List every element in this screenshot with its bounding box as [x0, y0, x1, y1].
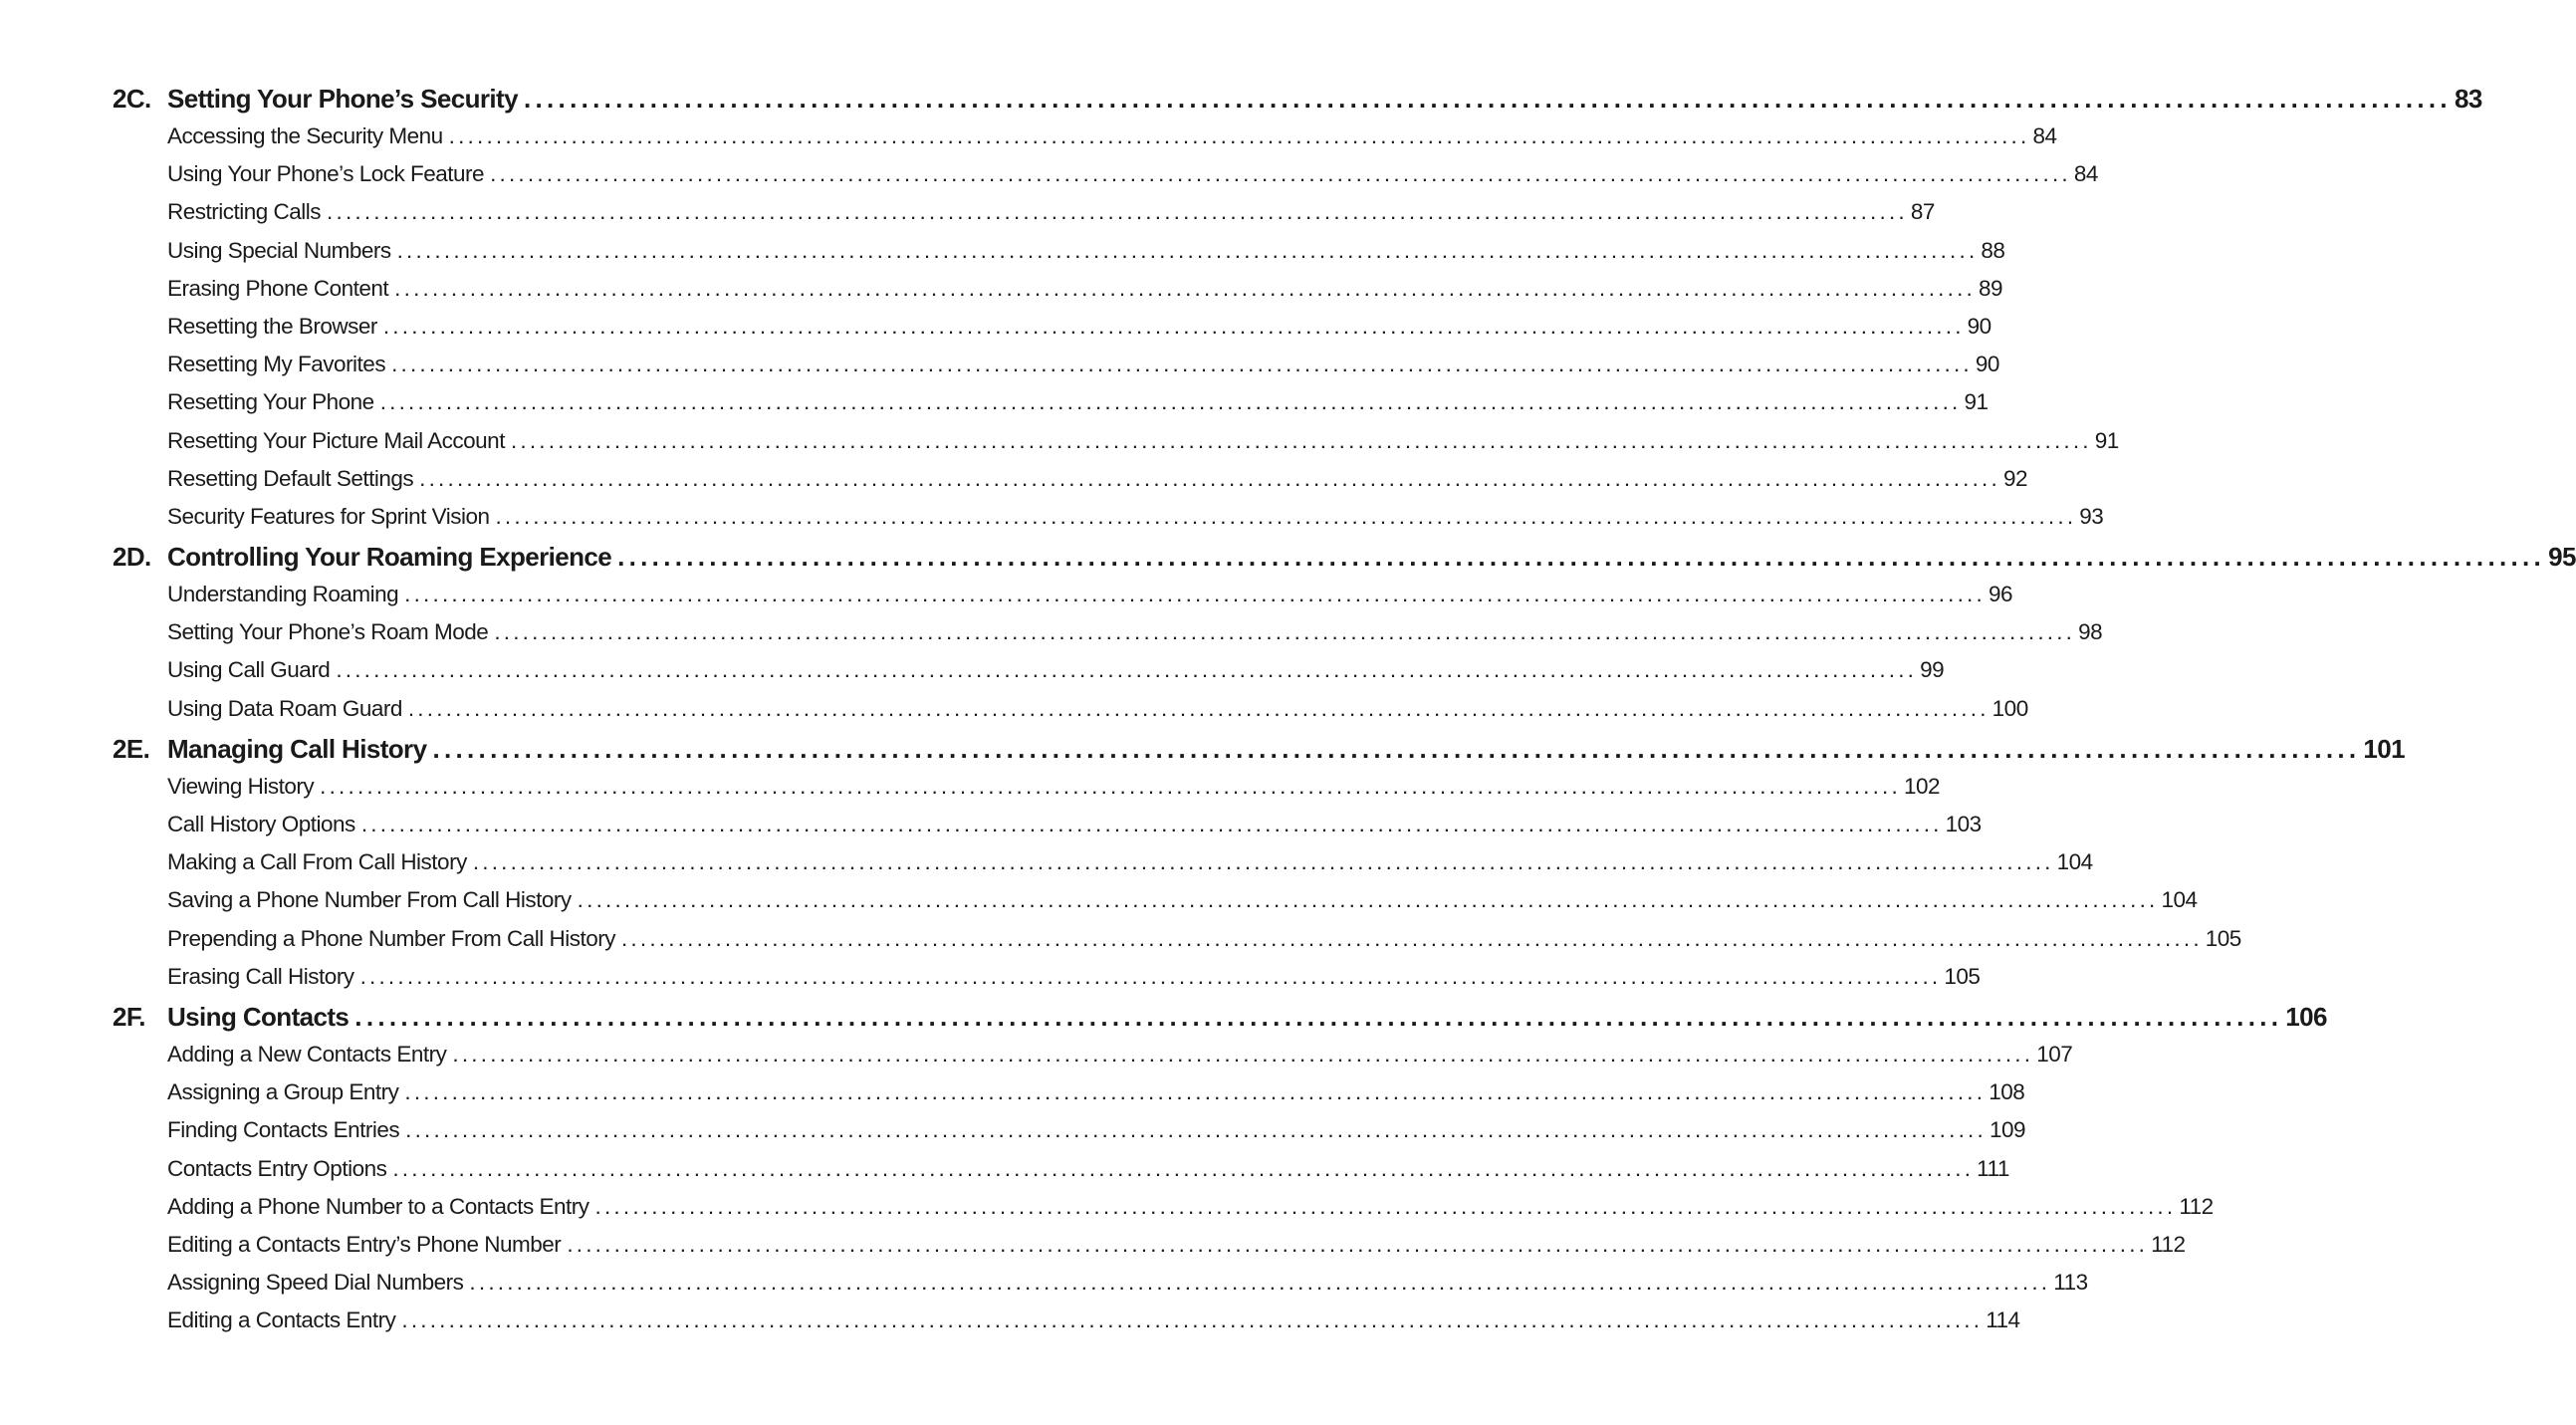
dot-leader [361, 812, 1943, 837]
entry-page-number: 89 [1978, 275, 2003, 301]
toc-section [0, 542, 2576, 734]
entry-title: Security Features for Sprint Vision [167, 503, 490, 529]
chapter-heading[interactable] [113, 84, 2482, 123]
table-of-contents [0, 84, 2576, 1345]
toc-entry[interactable] [167, 695, 2028, 734]
dot-leader [432, 734, 2360, 765]
dot-leader [511, 428, 2092, 454]
dot-leader [404, 1079, 1986, 1105]
chapter-page-number: 106 [2285, 1001, 2327, 1032]
toc-entry[interactable] [167, 389, 1989, 427]
toc-entry[interactable] [167, 925, 2241, 964]
toc-entry[interactable] [167, 161, 2098, 199]
toc-entry[interactable] [167, 123, 2057, 161]
dot-leader [494, 619, 2075, 645]
chapter-page-number: 95 [2548, 542, 2576, 573]
entry-title: Setting Your Phone’s Roam Mode [167, 619, 489, 645]
chapter-heading[interactable] [113, 1001, 2327, 1042]
entry-title: Restricting Calls [167, 199, 322, 225]
entry-page-number: 114 [1986, 1307, 2020, 1333]
toc-entry[interactable] [167, 887, 2198, 925]
dot-leader [327, 199, 1908, 225]
entry-page-number: 111 [1977, 1155, 2009, 1181]
dot-leader [567, 1232, 2148, 1258]
dot-leader [383, 314, 1965, 340]
chapter-title: Setting Your Phone’s Security [167, 84, 518, 114]
dot-leader [405, 1117, 1987, 1143]
chapter-heading[interactable] [113, 733, 2406, 774]
dot-leader [392, 1156, 1974, 1182]
entry-page-number: 109 [1989, 1117, 2025, 1143]
dot-leader [394, 276, 1976, 302]
entry-title: Using Call Guard [167, 657, 331, 683]
entry-title: Erasing Phone Content [167, 275, 389, 301]
entry-page-number: 90 [1967, 313, 1991, 339]
dot-leader [320, 774, 1901, 800]
dot-leader [452, 1042, 2033, 1068]
chapter-page-number: 83 [2454, 84, 2482, 114]
entry-title: Finding Contacts Entries [167, 1117, 400, 1143]
toc-entry[interactable] [167, 427, 2119, 466]
entry-title: Call History Options [167, 812, 355, 836]
dot-leader [391, 352, 1973, 377]
entry-title: Saving a Phone Number From Call History [167, 887, 572, 913]
toc-entry[interactable] [167, 773, 1941, 812]
dot-leader [473, 849, 2054, 875]
entry-title: Adding a Phone Number to a Contacts Entry [167, 1193, 589, 1219]
entry-title: Contacts Entry Options [167, 1155, 387, 1181]
entry-page-number: 112 [2151, 1231, 2186, 1257]
entry-title: Resetting Your Picture Mail Account [167, 427, 505, 453]
entry-title: Understanding Roaming [167, 582, 399, 607]
toc-entry[interactable] [167, 582, 2012, 619]
toc-entry[interactable] [167, 849, 2093, 887]
entry-page-number: 96 [1988, 582, 2012, 607]
entry-page-number: 84 [2073, 161, 2098, 187]
entry-title: Viewing History [167, 773, 315, 799]
entry-title: Adding a New Contacts Entry [167, 1041, 447, 1067]
entry-title: Assigning a Group Entry [167, 1079, 399, 1105]
entry-title: Making a Call From Call History [167, 849, 467, 875]
entry-page-number: 93 [2079, 503, 2104, 529]
toc-entry[interactable] [167, 1307, 2020, 1345]
chapter-number: 2C. [113, 84, 151, 114]
entry-page-number: 88 [1981, 237, 2005, 263]
chapter-number: 2E. [113, 733, 150, 764]
toc-section [0, 1001, 2327, 1346]
toc-entry[interactable] [167, 963, 1981, 1002]
entry-page-number: 105 [1944, 963, 1981, 989]
entry-page-number: 107 [2036, 1041, 2073, 1067]
dot-leader [621, 926, 2203, 952]
entry-page-number: 108 [1989, 1079, 2025, 1105]
toc-entry[interactable] [167, 465, 2027, 504]
toc-entry[interactable] [167, 1117, 2025, 1155]
toc-entry[interactable] [167, 313, 1991, 352]
chapter-title: Controlling Your Roaming Experience [167, 542, 612, 573]
toc-entry[interactable] [167, 657, 1945, 695]
entry-page-number: 113 [2053, 1270, 2088, 1296]
dot-leader [336, 657, 1917, 683]
entry-title: Using Special Numbers [167, 237, 391, 263]
entry-title: Resetting Your Phone [167, 389, 374, 415]
toc-entry[interactable] [167, 237, 2005, 276]
chapter-page-number: 101 [2363, 733, 2406, 764]
entry-title: Using Your Phone’s Lock Feature [167, 161, 485, 187]
toc-entry[interactable] [167, 1155, 2009, 1194]
entry-page-number: 112 [2179, 1193, 2214, 1219]
entry-page-number: 105 [2205, 925, 2241, 951]
entry-title: Resetting My Favorites [167, 352, 386, 377]
entry-page-number: 98 [2078, 619, 2103, 645]
dot-leader [449, 123, 2030, 149]
dot-leader [380, 389, 1962, 415]
dot-leader [490, 161, 2071, 187]
entry-page-number: 92 [2002, 465, 2027, 491]
toc-entry[interactable] [167, 199, 1935, 237]
chapter-title: Using Contacts [167, 1001, 350, 1032]
entry-title: Resetting Default Settings [167, 465, 414, 491]
dot-leader [360, 964, 1942, 990]
toc-entry[interactable] [167, 275, 2003, 314]
entry-page-number: 104 [2161, 887, 2198, 913]
toc-entry[interactable] [167, 352, 1999, 389]
chapter-number: 2D. [113, 542, 151, 573]
entry-page-number: 100 [1991, 695, 2028, 721]
dot-leader [354, 1002, 2282, 1033]
entry-page-number: 103 [1945, 812, 1982, 836]
dot-leader [397, 238, 1979, 264]
dot-leader [595, 1194, 2177, 1220]
entry-page-number: 104 [2056, 849, 2093, 875]
entry-page-number: 87 [1910, 199, 1935, 225]
entry-title: Editing a Contacts Entry’s Phone Number [167, 1231, 562, 1257]
toc-section [0, 84, 2482, 542]
entry-title: Editing a Contacts Entry [167, 1307, 396, 1333]
toc-section [0, 733, 2406, 1002]
dot-leader [524, 84, 2452, 115]
entry-page-number: 90 [1975, 352, 1999, 377]
entry-title: Accessing the Security Menu [167, 123, 443, 148]
chapter-number: 2F. [113, 1001, 145, 1032]
entry-title: Resetting the Browser [167, 313, 377, 339]
entry-page-number: 102 [1903, 773, 1941, 799]
dot-leader [495, 504, 2076, 530]
dot-leader [404, 582, 1986, 607]
toc-entry[interactable] [167, 1270, 2088, 1307]
entry-title: Prepending a Phone Number From Call History [167, 925, 615, 951]
entry-title: Assigning Speed Dial Numbers [167, 1270, 464, 1296]
entry-page-number: 91 [1964, 389, 1989, 415]
entry-page-number: 84 [2032, 123, 2057, 148]
dot-leader [617, 542, 2545, 573]
toc-entry[interactable] [167, 619, 2103, 657]
chapter-heading[interactable] [113, 542, 2576, 582]
dot-leader [401, 1307, 1983, 1333]
toc-entry[interactable] [167, 812, 1982, 849]
dot-leader [408, 696, 1990, 722]
dot-leader [469, 1270, 2050, 1296]
entry-page-number: 91 [2094, 427, 2119, 453]
toc-entry[interactable] [167, 1231, 2186, 1270]
toc-entry[interactable] [167, 503, 2104, 542]
toc-entry[interactable] [167, 1041, 2073, 1079]
dot-leader [419, 466, 2000, 492]
entry-title: Erasing Call History [167, 963, 354, 989]
dot-leader [578, 887, 2159, 913]
entry-page-number: 99 [1920, 657, 1945, 683]
toc-entry[interactable] [167, 1079, 2025, 1117]
entry-title: Using Data Roam Guard [167, 695, 402, 721]
chapter-title: Managing Call History [167, 733, 427, 764]
toc-entry[interactable] [167, 1193, 2214, 1232]
